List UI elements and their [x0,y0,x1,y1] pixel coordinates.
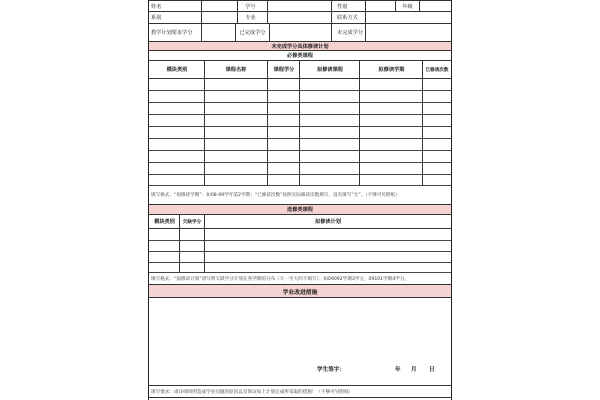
required-title-row [149,51,451,61]
info-row-1 [149,0,451,12]
required-header-credit: 课程学分 [267,61,300,78]
table-row [149,262,451,263]
unearned-credits-label: 未完成学分 [331,24,371,41]
plan-title-row [149,42,451,51]
table-row [149,251,451,252]
column-divider [204,229,205,273]
required-header-row [149,61,451,79]
info-row-2 [149,12,451,24]
improve-text-area[interactable] [149,298,451,386]
info-row-3 [149,24,451,42]
elective-header-plan: 拟修读计划 [204,215,451,228]
sign-month-label: 月 [411,367,417,373]
plan-credits-label: 教学计划要求学分 [151,29,193,36]
sign-day-label: 日 [429,367,435,373]
improve-note-row [149,386,451,398]
required-note-row [149,186,451,205]
plan-credits-value[interactable] [201,24,235,41]
required-title: 必修类课程 [287,53,313,59]
plan-title: 未完成学分具体修读计划 [271,43,329,50]
column-divider [299,79,300,186]
dept-label: 系别 [151,15,162,21]
gender-value[interactable] [365,1,397,11]
contact-label: 联系方式 [331,12,381,23]
table-row [149,138,451,139]
table-row [149,174,451,175]
column-divider [267,79,268,186]
elective-header-module: 模块类别 [154,219,175,225]
table-row [149,162,451,163]
gender-label: 性别 [331,1,379,11]
column-divider [359,79,360,186]
required-note: 填写格式：“拟修读学期”：如08-09学年第2学期；“已修读次数”按照实际修读次数填写，没有填写“无”。（不够可另附纸） [151,193,400,198]
column-divider [179,229,180,273]
earned-credits-label: 已完成学分 [235,24,269,41]
elective-title-row [149,205,451,215]
elective-header-row [149,215,451,229]
major-label: 专业 [237,12,263,23]
student-id-value[interactable] [267,1,331,11]
earned-credits-value[interactable] [269,24,331,41]
name-value[interactable] [201,1,239,11]
table-row [149,102,451,103]
student-id-label: 学号 [237,1,263,11]
table-row [149,126,451,127]
improve-title: 学业改进措施 [282,289,318,296]
grade-value[interactable] [419,1,451,11]
table-row [149,90,451,91]
unearned-credits-value[interactable] [365,24,451,41]
grade-label: 年级 [395,1,419,11]
elective-note-row [149,273,451,285]
improve-title-row [149,285,451,298]
dept-value[interactable] [201,12,239,23]
name-label: 姓名 [151,3,162,10]
required-header-module: 模块类别 [166,67,188,73]
column-divider [422,79,423,186]
table-row [149,114,451,115]
elective-table-body[interactable] [149,229,451,273]
column-divider [204,79,205,186]
required-header-planned-course: 拟修读课程 [299,61,360,78]
improve-note: 填写要求：请详细说明造成学业问题的原因以及保证如上计划完成所采取的措施！（不够可另附纸） [151,389,354,395]
elective-note: 填写格式：“拟修读计划”请写明欠缺学分计划在各学期的分布（大一至大四不填写）；如09092学期3学分，09101学期4学分。 [151,276,410,282]
elective-title: 选修类课程 [287,207,313,213]
elective-header-missing-credits: 欠缺学分 [179,215,204,228]
required-table-body[interactable] [149,79,451,186]
required-header-course: 课程名称 [204,61,267,78]
table-row [149,150,451,151]
sign-year-label: 年 [395,367,401,373]
table-row [149,240,451,241]
contact-value[interactable] [365,12,451,23]
major-value[interactable] [267,12,331,23]
required-header-planned-term: 拟修读学期 [359,61,423,78]
study-plan-form [148,0,452,400]
required-header-attempts: 已修读次数 [422,61,451,78]
student-signature-label: 学生签字： [317,367,345,373]
